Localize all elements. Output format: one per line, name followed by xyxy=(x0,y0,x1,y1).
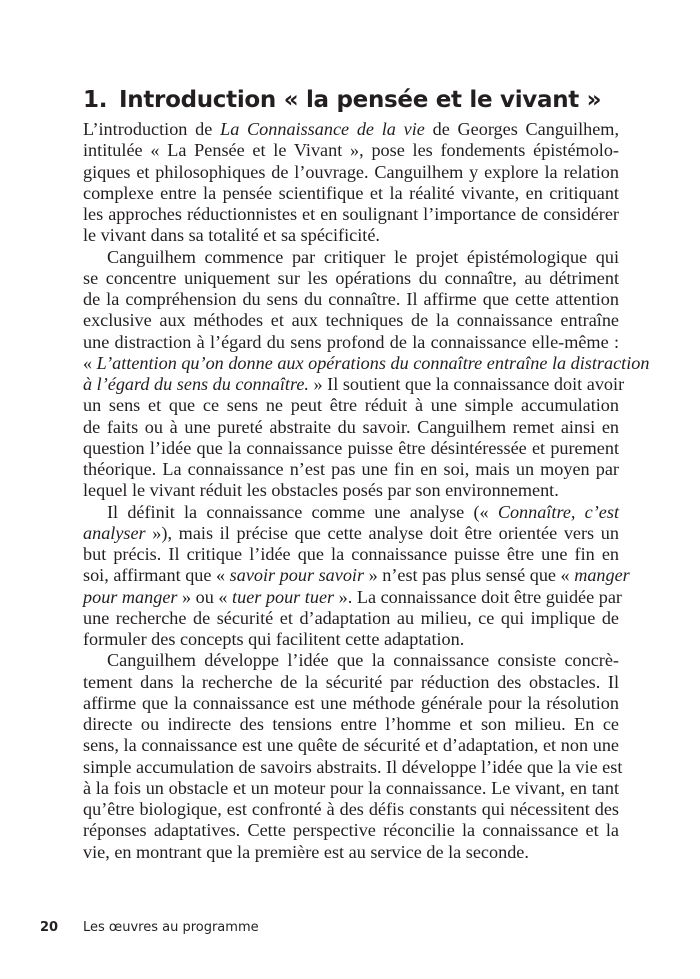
text-run: se concentre uniquement sur les opérations du connaître, au détriment xyxy=(83,267,619,288)
text-line xyxy=(83,842,619,863)
text-line xyxy=(83,693,619,714)
text-line xyxy=(83,183,619,204)
text-run: intitulée « La Pensée et le Vivant », pose les fondements épistémolo- xyxy=(83,140,619,161)
text-run: directe ou indirecte des tensions entre l’homme et son milieu. En ce xyxy=(83,714,619,734)
text-line xyxy=(83,778,619,799)
text-run: une recherche de sécurité et d’adaptation au milieu, ce qui implique de xyxy=(83,607,619,628)
italic-quote: Connaître, c’est xyxy=(497,501,620,522)
paragraph xyxy=(83,650,623,863)
italic-quote: à l’égard du sens du connaître. xyxy=(83,374,309,394)
text-line xyxy=(83,310,619,331)
italic-quote: pour manger xyxy=(83,586,178,607)
text-run: vie, en montrant que la première est au service de la seconde. xyxy=(83,841,529,862)
text-line xyxy=(83,140,619,161)
text-line xyxy=(83,502,619,523)
text-line xyxy=(83,650,619,671)
text-run: Canguilhem commence par critiquer le projet épistémologique qui xyxy=(107,246,619,267)
italic-quote: L’attention qu’on donne aux opérations du connaître entraîne la distraction xyxy=(96,352,650,373)
text-run: réponses adaptatives. Cette perspective réconcilie la connaissance et la xyxy=(83,820,619,841)
text-run: ». La connaissance doit être guidée par xyxy=(334,586,622,607)
paragraph xyxy=(83,119,619,247)
text-run: qu’être biologique, est confronté à des défis constants qui nécessitent des xyxy=(83,799,619,819)
italic-quote: savoir pour savoir xyxy=(229,565,365,586)
text-line xyxy=(83,352,650,374)
text-line xyxy=(83,332,619,353)
text-line xyxy=(83,480,619,501)
text-line xyxy=(83,268,619,289)
section-title: Introduction « la pensée et le vivant » xyxy=(119,87,602,114)
text-line xyxy=(83,756,623,778)
text-run: complexe entre la pensée scientifique et la réalité vivante, en critiquant xyxy=(83,182,619,203)
text-run: giques et philosophiques de l’ouvrage. Canguilhem y explore la relation xyxy=(83,161,619,182)
text-line xyxy=(83,417,619,438)
text-run: question l’idée que la connaissance puisse être désintéressée et purement xyxy=(83,437,619,458)
italic-quote: analyser xyxy=(83,522,146,543)
text-run: » Il soutient que la connaissance doit avoir xyxy=(308,374,625,394)
text-line xyxy=(83,459,619,480)
text-run: soi, affirmant que « xyxy=(83,565,230,586)
text-run: » ou « xyxy=(177,586,233,607)
paragraph xyxy=(83,246,650,502)
text-run: »), mais il précise que cette analyse doit être orientée vers un xyxy=(145,522,619,543)
text-run: simple accumulation de savoirs abstraits. Il développe l’idée que la vie est xyxy=(83,756,623,777)
text-run: Canguilhem développe l’idée que la connaissance consiste concrè- xyxy=(107,650,619,671)
text-run: « xyxy=(83,352,97,373)
text-line xyxy=(83,289,619,310)
text-line xyxy=(83,799,619,820)
italic-quote: tuer pour tuer xyxy=(232,586,335,607)
paragraph xyxy=(83,501,630,651)
text-run: le vivant dans sa totalité et sa spécificité. xyxy=(83,225,380,246)
text-line xyxy=(83,629,619,650)
text-line xyxy=(83,247,619,268)
text-line xyxy=(83,565,630,586)
text-line xyxy=(83,162,619,183)
text-line xyxy=(83,204,619,225)
running-title: Les œuvres au programme xyxy=(83,920,259,935)
body-text xyxy=(83,119,650,863)
text-run: formuler des concepts qui facilitent cette adaptation. xyxy=(83,629,465,649)
text-line xyxy=(83,395,619,416)
text-line xyxy=(83,544,619,565)
text-line xyxy=(83,438,619,459)
page-number: 20 xyxy=(40,920,59,935)
text-line xyxy=(83,672,619,693)
text-run: tement dans la recherche de la sécurité par réduction des obstacles. Il xyxy=(83,671,619,692)
text-run: les approches réductionnistes et en soulignant l’importance de considérer xyxy=(83,204,619,224)
text-line xyxy=(83,608,619,629)
text-line xyxy=(83,586,622,608)
text-line xyxy=(83,735,619,756)
text-line xyxy=(83,225,619,246)
text-run: L’introduction de xyxy=(83,119,221,139)
text-run: lequel le vivant réduit les obstacles posés par son environnement. xyxy=(83,480,559,501)
text-run: un sens et que ce sens ne peut être réduit à une simple accumulation xyxy=(83,395,619,416)
text-run: à la fois un obstacle et un moteur pour la connaissance. Le vivant, en tant xyxy=(83,777,619,798)
section-heading xyxy=(83,87,601,113)
text-run: » n’est pas plus sensé que « xyxy=(364,565,575,586)
text-line xyxy=(83,820,619,841)
text-run: sens, la connaissance est une quête de sécurité et d’adaptation, et non une xyxy=(83,735,619,756)
text-line xyxy=(83,714,619,735)
section-number: 1. xyxy=(83,87,108,114)
text-run: but précis. Il critique l’idée que la connaissance puisse être une fin en xyxy=(83,544,619,564)
text-run: Il définit la connaissance comme une analyse (« xyxy=(107,501,498,522)
text-line xyxy=(83,119,619,140)
page-footer xyxy=(40,920,259,935)
text-run: affirme que la connaissance est une méthode générale pour la résolution xyxy=(83,692,619,713)
text-run: de faits ou à une pureté abstraite du savoir. Canguilhem remet ainsi en xyxy=(83,416,619,437)
text-line xyxy=(83,374,625,395)
text-run: exclusive aux méthodes et aux techniques de la connaissance entraîne xyxy=(83,310,619,331)
text-run: théorique. La connaissance n’est pas une fin en soi, mais un moyen par xyxy=(83,459,619,479)
text-run: de la compréhension du sens du connaître. Il affirme que cette attention xyxy=(83,289,619,309)
text-run: une distraction à l’égard du sens profond de la connaissance elle-même : xyxy=(83,331,619,352)
italic-quote: La Connaissance de la vie xyxy=(220,119,425,139)
text-run: de Georges Canguilhem, xyxy=(424,119,619,139)
text-line xyxy=(83,523,619,544)
italic-quote: manger xyxy=(574,565,630,586)
